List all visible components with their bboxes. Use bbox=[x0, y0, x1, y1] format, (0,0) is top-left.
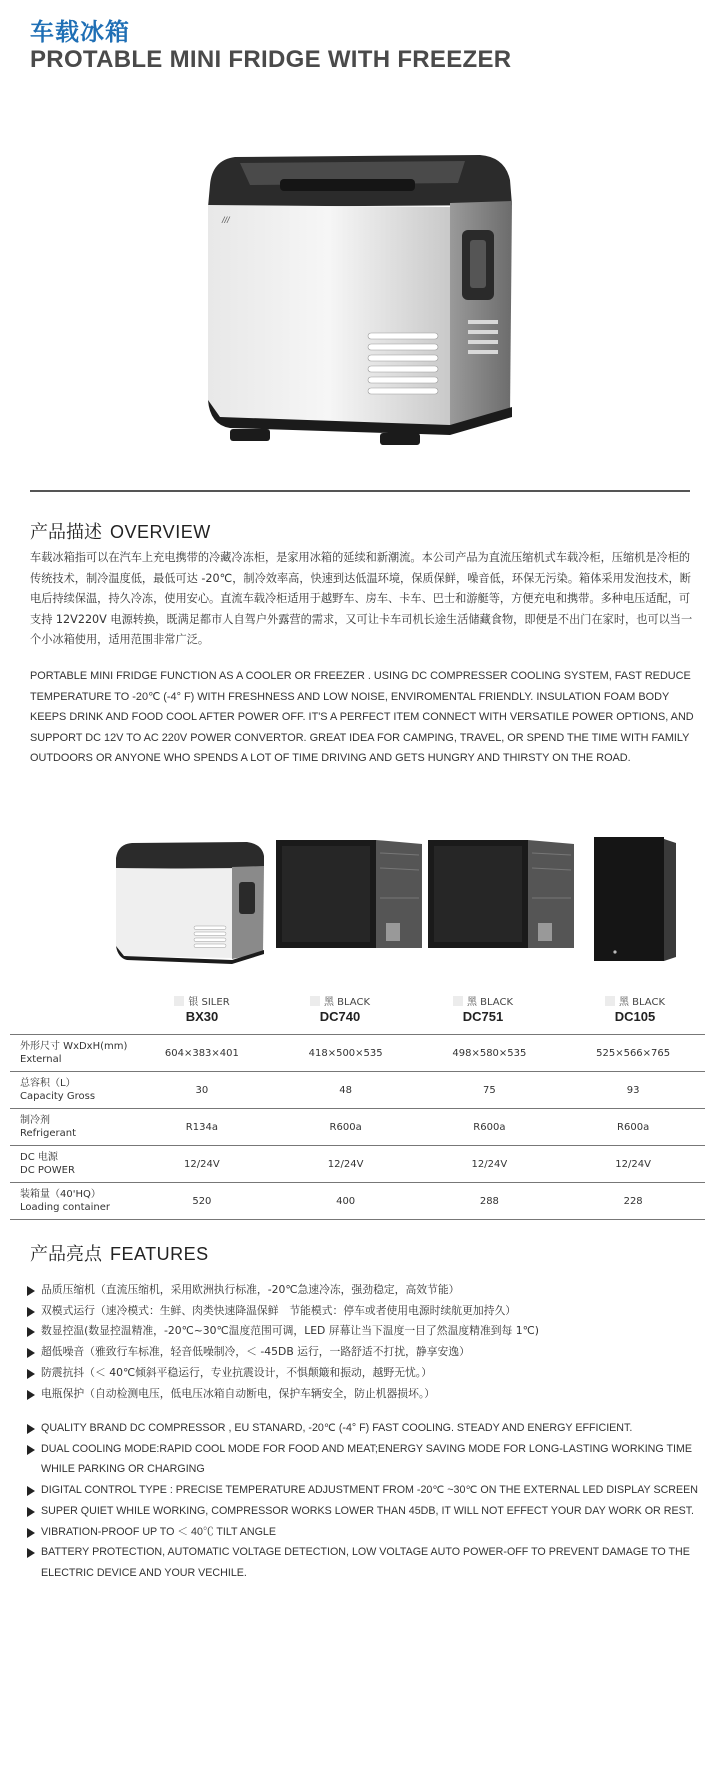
spec-label bbox=[10, 1072, 130, 1109]
spec-value: R600a bbox=[418, 1109, 562, 1146]
overview-title-en: OVERVIEW bbox=[110, 522, 211, 542]
spec-value: 288 bbox=[418, 1183, 562, 1220]
product-image-dc740 bbox=[274, 838, 424, 953]
spec-value: 12/24V bbox=[418, 1146, 562, 1183]
list-item: 品质压缩机（直流压缩机，采用欧洲执行标准，-20℃急速冷冻，强劲稳定，高效节能） bbox=[25, 1280, 715, 1301]
list-item: 超低噪音（雅致行车标准，轻音低噪制冷，＜ -45DB 运行，一路舒适不打扰，静享安逸） bbox=[25, 1342, 715, 1363]
spec-label-en: Capacity Gross bbox=[20, 1091, 96, 1102]
color-swatch bbox=[174, 996, 184, 1006]
spec-value: 228 bbox=[561, 1183, 705, 1220]
list-item: BATTERY PROTECTION, AUTOMATIC VOLTAGE DETECTION, LOW VOLTAGE AUTO POWER-OFF TO PREVENT DAMAGE TO THE ELECTRIC DEVICE AND YOUR VECHILE. bbox=[25, 1542, 715, 1583]
color-swatch bbox=[310, 996, 320, 1006]
spec-value: R600a bbox=[274, 1109, 418, 1146]
table-row bbox=[10, 1109, 705, 1146]
table-row bbox=[10, 1035, 705, 1072]
page-title-en: PROTABLE MINI FRIDGE WITH FREEZER bbox=[30, 46, 512, 73]
product-model: DC740 bbox=[319, 1009, 361, 1024]
product-color-label bbox=[408, 993, 558, 1008]
list-item: DIGITAL CONTROL TYPE : PRECISE TEMPERATURE ADJUSTMENT FROM -20℃ ~30℃ ON THE EXTERNAL LED DISPLAY SCREEN bbox=[25, 1480, 715, 1501]
product-color-text: 黑 BLACK bbox=[466, 997, 514, 1008]
color-swatch bbox=[453, 996, 463, 1006]
list-item: DUAL COOLING MODE:RAPID COOL MODE FOR FOOD AND MEAT;ENERGY SAVING MODE FOR LONG-LASTING WORKING TIME WHILE PARKING OR CHARGING bbox=[25, 1439, 715, 1480]
page-title-cn: 车载冰箱 bbox=[30, 18, 130, 46]
product-color-label bbox=[265, 993, 415, 1008]
features-list-en bbox=[25, 1418, 715, 1584]
product-color-text: 黑 BLACK bbox=[618, 997, 666, 1008]
product-color-label bbox=[560, 993, 710, 1008]
svg-text:///: /// bbox=[222, 215, 230, 225]
spec-value: 93 bbox=[561, 1072, 705, 1109]
spec-value: 525×566×765 bbox=[561, 1035, 705, 1072]
spec-value: 75 bbox=[418, 1072, 562, 1109]
spec-value: 12/24V bbox=[561, 1146, 705, 1183]
spec-value: R134a bbox=[130, 1109, 274, 1146]
spec-value: 48 bbox=[274, 1072, 418, 1109]
spec-value: 12/24V bbox=[130, 1146, 274, 1183]
spec-value: 400 bbox=[274, 1183, 418, 1220]
spec-label-en: Refrigerant bbox=[20, 1128, 77, 1139]
color-swatch bbox=[605, 996, 615, 1006]
hero-fridge-image bbox=[200, 145, 530, 450]
overview-text-cn: 车载冰箱指可以在汽车上充电携带的冷藏冷冻柜，是家用冰箱的延续和新潮流。本公司产品为直流压缩机式车载冷柜，压缩机是冷柜的传统技术，制冷温度低，最低可达 -20℃，制冷效率高，快速到达低温环境，保质保鲜，噪音低，环保无污染。箱体采用发泡技术，断电后持续保温，持久冷冻，使用安心。直流车载冷柜适用于越野车、房车、卡车、巴士和游艇等，方便充电和携带。多种电压适配，可支持 12V220V 电源转换，既满足都市人自驾户外露营的需求，又可让卡车司机长途生活储藏食物，即便是不出门在家时，也可以当一个小冰箱使用，适用范围非常广泛。 bbox=[30, 551, 693, 646]
spec-label bbox=[10, 1109, 130, 1146]
spec-label bbox=[10, 1146, 130, 1183]
list-item: QUALITY BRAND DC COMPRESSOR , EU STANARD, -20℃ (-4° F) FAST COOLING. STEADY AND ENERGY EFFICIENT. bbox=[25, 1418, 715, 1439]
spec-value: R600a bbox=[561, 1109, 705, 1146]
list-item: 防震抗抖（＜ 40℃倾斜平稳运行，专业抗震设计，不惧颠簸和振动，越野无忧。） bbox=[25, 1363, 715, 1384]
product-color-label bbox=[127, 993, 277, 1008]
spec-label bbox=[10, 1183, 130, 1220]
product-image-dc105 bbox=[590, 835, 680, 965]
spec-label-cn: DC 电源 bbox=[20, 1152, 58, 1163]
list-item: 数显控温(数显控温精准，-20℃~30℃温度范围可调，LED 屏幕让当下温度一目了然温度精准到每 1℃) bbox=[25, 1321, 715, 1342]
spec-value: 604×383×401 bbox=[130, 1035, 274, 1072]
table-row bbox=[10, 1146, 705, 1183]
product-model: BX30 bbox=[185, 1009, 219, 1024]
spec-value: 12/24V bbox=[274, 1146, 418, 1183]
product-model: DC105 bbox=[614, 1009, 656, 1024]
product-color-text: 银 SILER bbox=[188, 997, 230, 1008]
spec-value: 30 bbox=[130, 1072, 274, 1109]
spec-table bbox=[10, 1034, 705, 1220]
list-item: SUPER QUIET WHILE WORKING, COMPRESSOR WORKS LOWER THAN 45DB, IT WILL NOT EFFECT YOUR DAY WORK OR REST. bbox=[25, 1501, 715, 1522]
features-heading bbox=[30, 1240, 209, 1266]
overview-heading bbox=[30, 518, 211, 544]
spec-value: 520 bbox=[130, 1183, 274, 1220]
overview-text-en: PORTABLE MINI FRIDGE FUNCTION AS A COOLER OR FREEZER . USING DC COMPRESSER COOLING SYSTEM, FAST REDUCE TEMPERATURE TO -20℃ (-4° F) WITH FRESHNESS AND LOW NOISE, ENVIROMENTAL FRIENDLY. INSULATION FOAM BODY KEEPS DRINK AND FOOD COOL AFTER POWER OFF. IT'S A PERFECT ITEM CONNECT WITH VERSATILE POWER OPTIONS, AND SUPPORT DC 12V TO AC 220V POWER CONVERTOR. GREAT IDEA FOR CAMPING, TRAVEL, OR SPEND THE TIME WITH FAMILY OUTDOORS OR ANYONE WHO SPENDS A LOT OF TIME DRIVING AND GETS HUNGRY AND THIRSTY ON THE ROAD. bbox=[30, 670, 694, 764]
overview-title-cn: 产品描述 bbox=[30, 522, 102, 543]
list-item: VIBRATION-PROOF UP TO ＜ 40℃ TILT ANGLE bbox=[25, 1522, 715, 1543]
list-item: 电瓶保护（自动检测电压，低电压冰箱自动断电，保护车辆安全，防止机器损坏。） bbox=[25, 1384, 715, 1405]
table-row bbox=[10, 1072, 705, 1109]
spec-label-en: DC POWER bbox=[20, 1165, 75, 1176]
list-item: 双模式运行（速冷模式：生鲜、肉类快速降温保鲜 节能模式：停车或者使用电源时续航更加持久） bbox=[25, 1301, 715, 1322]
spec-value: 498×580×535 bbox=[418, 1035, 562, 1072]
product-color-text: 黑 BLACK bbox=[323, 997, 371, 1008]
spec-label-en: Loading container bbox=[20, 1202, 111, 1213]
spec-value: 418×500×535 bbox=[274, 1035, 418, 1072]
spec-label bbox=[10, 1035, 130, 1072]
spec-label-cn: 总容积（L） bbox=[20, 1078, 76, 1089]
features-list-cn bbox=[25, 1280, 715, 1404]
spec-label-en: External bbox=[20, 1054, 62, 1065]
spec-label-cn: 制冷剂 bbox=[20, 1115, 50, 1126]
spec-label-cn: 装箱量（40'HQ） bbox=[20, 1189, 101, 1200]
product-image-bx30 bbox=[112, 838, 270, 973]
product-image-dc751 bbox=[426, 838, 576, 953]
features-title-cn: 产品亮点 bbox=[30, 1244, 102, 1265]
product-model: DC751 bbox=[462, 1009, 504, 1024]
section-divider bbox=[30, 490, 690, 492]
features-title-en: FEATURES bbox=[110, 1244, 209, 1264]
table-row bbox=[10, 1183, 705, 1220]
spec-label-cn: 外形尺寸 WxDxH(mm) bbox=[20, 1041, 128, 1052]
